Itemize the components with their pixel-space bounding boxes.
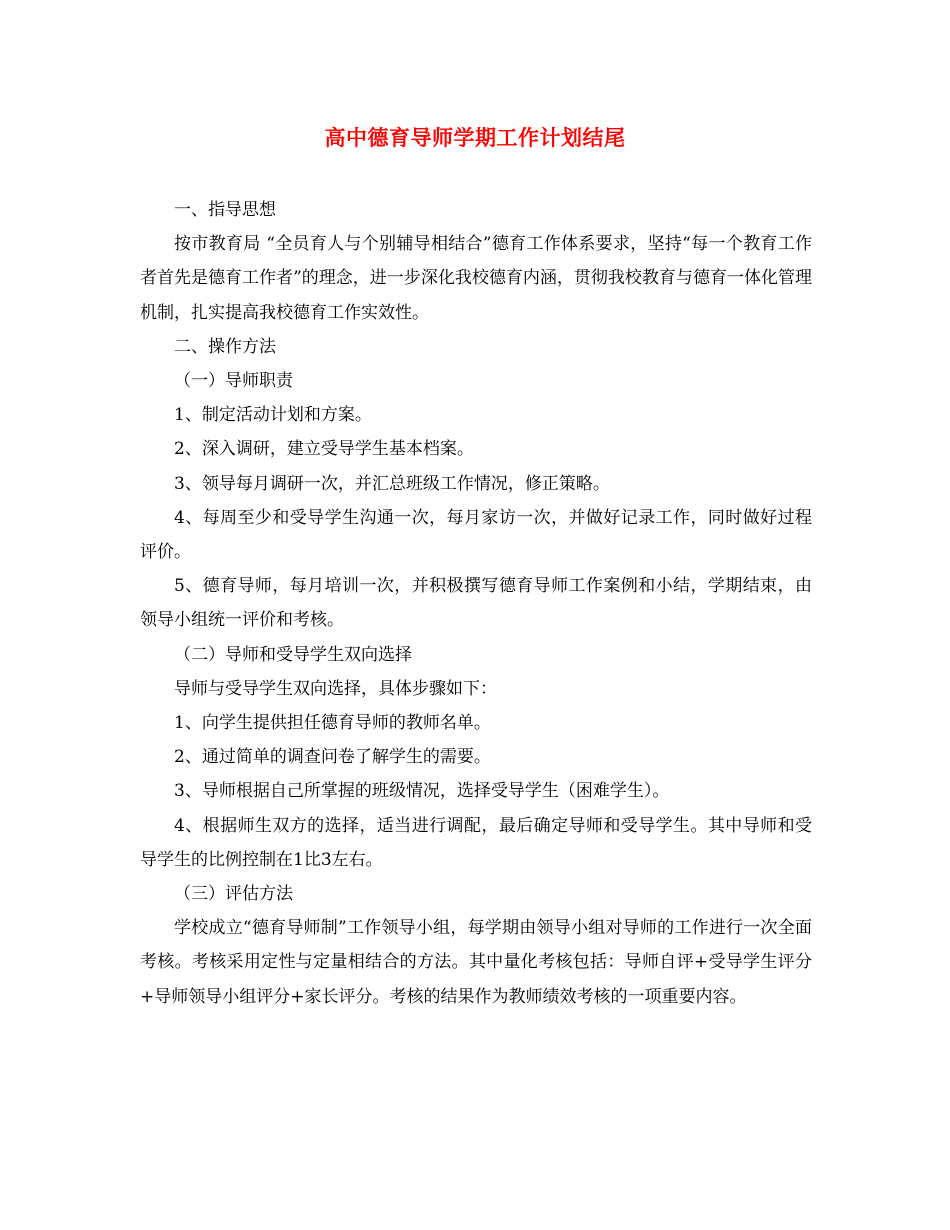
paragraph-guiding-ideology: 按市教育局 “全员育人与个别辅导相结合”德育工作体系要求，坚持“每一个教育工作者首先是德育工作者”的理念，进一步深化我校德育内涵，贯彻我校教育与德育一体化管理机制，扎实提高我校德育工作实效性。 <box>140 234 812 323</box>
list-item-duty-3: 3、领导每月调研一次，并汇总班级工作情况，修正策略。 <box>174 473 610 494</box>
section-heading-guiding-ideology: 一、指导思想 <box>174 200 276 220</box>
list-item-selection-1: 1、向学生提供担任德育导师的教师名单。 <box>174 713 491 734</box>
paragraph-evaluation: 学校成立“德育导师制”工作领导小组，每学期由领导小组对导师的工作进行一次全面考核。考核采用定性与定量相结合的方法。其中量化考核包括：导师自评+受导学生评分+导师领导小组评分+家长评分。考核的结果作为教师绩效考核的一项重要内容。 <box>140 918 812 1007</box>
list-item-selection-3: 3、导师根据自己所掌握的班级情况，选择受导学生（困难学生）。 <box>174 781 670 802</box>
list-item-selection-4: 4、根据师生双方的选择，适当进行调配，最后确定导师和受导学生。其中导师和受导学生的比例控制在1比3左右。 <box>140 815 812 870</box>
subsection-heading-two-way-selection: （二）导师和受导学生双向选择 <box>174 644 412 665</box>
section-heading-operation-method: 二、操作方法 <box>174 336 276 357</box>
list-item-duty-1: 1、制定活动计划和方案。 <box>174 405 372 426</box>
document-body <box>140 193 812 1014</box>
list-item-duty-4: 4、每周至少和受导学生沟通一次，每月家访一次，并做好记录工作，同时做好过程评价。 <box>140 507 812 563</box>
list-item-duty-5: 5、德育导师，每月培训一次，并积极撰写德育导师工作案例和小结，学期结束，由领导小组统一评价和考核。 <box>140 576 812 631</box>
subsection-heading-evaluation-method: （三）评估方法 <box>174 884 293 905</box>
document-title: 高中德育导师学期工作计划结尾 <box>324 125 626 150</box>
subsection-heading-mentor-duties: （一）导师职责 <box>174 371 293 392</box>
list-item-selection-2: 2、通过简单的调查问卷了解学生的需要。 <box>174 747 491 768</box>
paragraph-selection-intro: 导师与受导学生双向选择，具体步骤如下： <box>174 678 497 699</box>
list-item-duty-2: 2、深入调研，建立受导学生基本档案。 <box>174 439 474 460</box>
